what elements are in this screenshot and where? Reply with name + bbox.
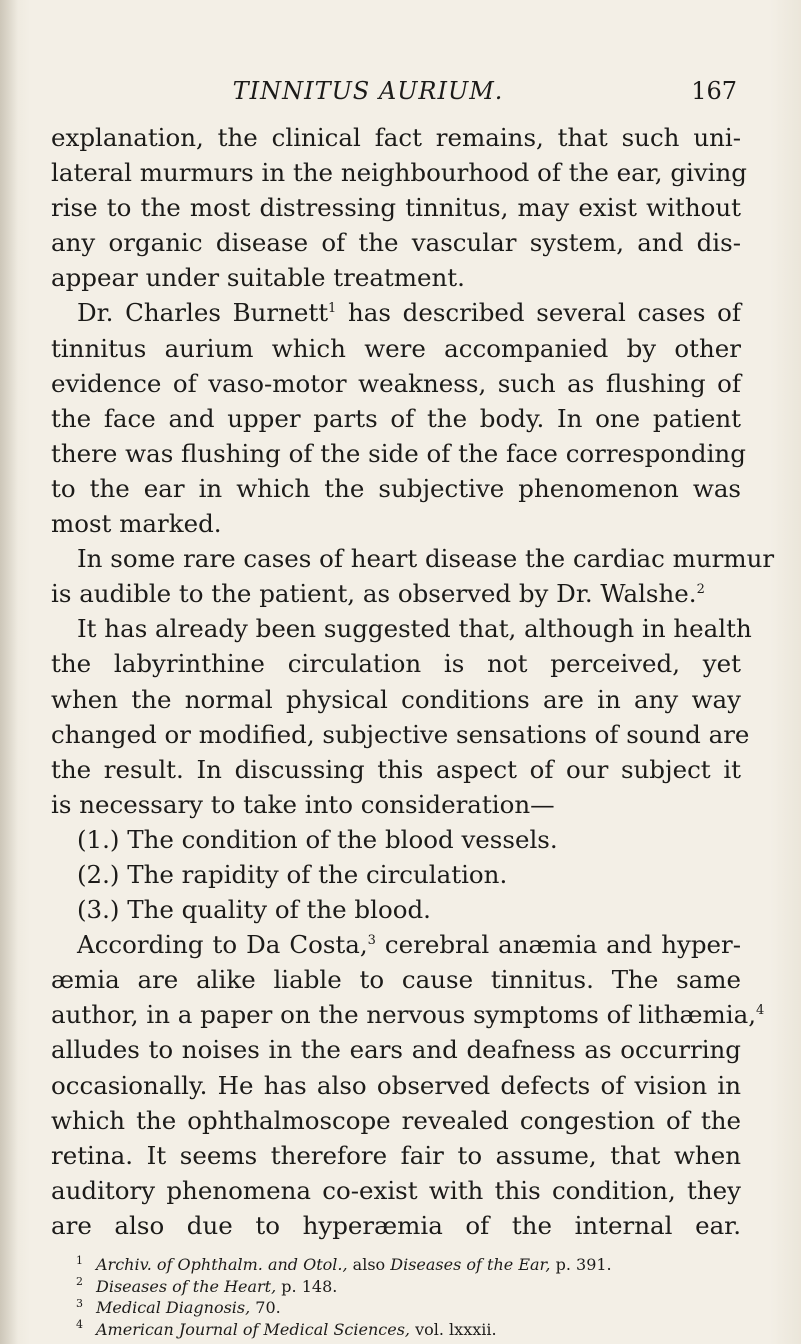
text-line: lateral murmurs in the neighbourhood of the ear, giving: [51, 158, 747, 188]
footnote-ref: 3: [367, 933, 376, 948]
footnote-source: American Journal of Medical Sciences,: [96, 1319, 410, 1339]
text-line: most marked.: [51, 509, 222, 539]
text-run: has described several cases of: [336, 298, 741, 328]
running-title: TINNITUS AURIUM.: [232, 77, 504, 105]
text-line: appear under suitable treatment.: [51, 263, 465, 293]
footnote-text: p. 148.: [276, 1276, 338, 1296]
footnote-ref: 2: [696, 582, 705, 598]
list-item: (1.) The condition of the blood vessels.: [77, 824, 558, 854]
text-line: retina. It seems therefore fair to assume, that when: [51, 1140, 741, 1170]
text-line: the face and upper parts of the body. In one patient: [51, 403, 741, 433]
text-line: explanation, the clinical fact remains, that such uni-: [51, 123, 741, 152]
footnote-source: Diseases of the Heart,: [96, 1276, 277, 1296]
footnote-ref: 1: [328, 301, 337, 317]
text-line: [51, 295, 741, 330]
text-line: changed or modified, subjective sensations of sound are: [51, 719, 750, 749]
text-line: the result. In discussing this aspect of our subject it: [51, 754, 741, 784]
footnotes: [76, 1254, 716, 1340]
text-line: æmia are alike liable to cause tinnitus. The same: [51, 965, 741, 995]
text-run: is audible to the patient, as observed by Dr. Walshe.: [51, 579, 697, 609]
footnote-text: p. 391.: [550, 1255, 612, 1274]
list-item: (2.) The rapidity of the circulation.: [77, 859, 508, 889]
text-line: [51, 927, 741, 962]
footnote-ref: 4: [756, 1003, 765, 1019]
footnote-text: 70.: [250, 1298, 281, 1317]
text-line: evidence of vaso-motor weakness, such as flushing of: [51, 368, 741, 398]
text-line: [51, 997, 765, 1032]
gutter-shadow: [0, 0, 18, 1344]
text-line: It has already been suggested that, although in health: [77, 614, 752, 644]
footnote-source: Medical Diagnosis,: [96, 1298, 251, 1317]
text-run: According to Da Costa,: [77, 930, 368, 960]
footnote: 3 Medical Diagnosis, 70.: [76, 1296, 281, 1317]
list-item: (3.) The quality of the blood.: [77, 895, 431, 925]
footnote: 1 Archiv. of Ophthalm. and Otol., also Diseases of the Ear, p. 391.: [76, 1253, 612, 1274]
text-line: [51, 576, 741, 611]
running-head: [51, 76, 737, 106]
page-number: 167: [691, 77, 737, 105]
footnote: 2 Diseases of the Heart, p. 148.: [76, 1275, 338, 1296]
footnote-text: also: [347, 1255, 391, 1274]
text-line: alludes to noises in the ears and deafness as occurring: [51, 1035, 741, 1065]
footnote: 4 American Journal of Medical Sciences, vol. lxxxii.: [76, 1318, 497, 1339]
text-line: tinnitus aurium which were accompanied by other: [51, 333, 741, 363]
text-line: occasionally. He has also observed defects of vision in: [51, 1070, 741, 1100]
text-line: any organic disease of the vascular system, and dis-: [51, 228, 741, 258]
text-run: author, in a paper on the nervous symptoms of lithæmia,: [51, 1000, 756, 1030]
footnote-source: Archiv. of Ophthalm. and Otol.,: [96, 1255, 348, 1274]
text-line: auditory phenomena co-exist with this condition, they: [51, 1175, 741, 1205]
text-line: when the normal physical conditions are in any way: [51, 684, 741, 714]
text-line: to the ear in which the subjective phenomenon was: [51, 473, 741, 503]
text-run: Dr. Charles Burnett: [77, 298, 329, 328]
text-line: is necessary to take into consideration—: [51, 789, 555, 819]
text-line: the labyrinthine circulation is not perceived, yet: [51, 649, 741, 679]
footnote-text: vol. lxxxii.: [410, 1319, 497, 1339]
text-run: cerebral anæmia and hyper-: [375, 930, 741, 960]
footnote-source: Diseases of the Ear,: [390, 1255, 551, 1274]
text-line: In some rare cases of heart disease the cardiac murmur: [77, 544, 775, 574]
text-line: which the ophthalmoscope revealed congestion of the: [51, 1105, 741, 1135]
text-line: are also due to hyperæmia of the internal ear.: [51, 1210, 741, 1240]
text-line: there was flushing of the side of the face corresponding: [51, 438, 746, 468]
body-text: [51, 120, 775, 1243]
text-line: rise to the most distressing tinnitus, may exist without: [51, 193, 741, 223]
